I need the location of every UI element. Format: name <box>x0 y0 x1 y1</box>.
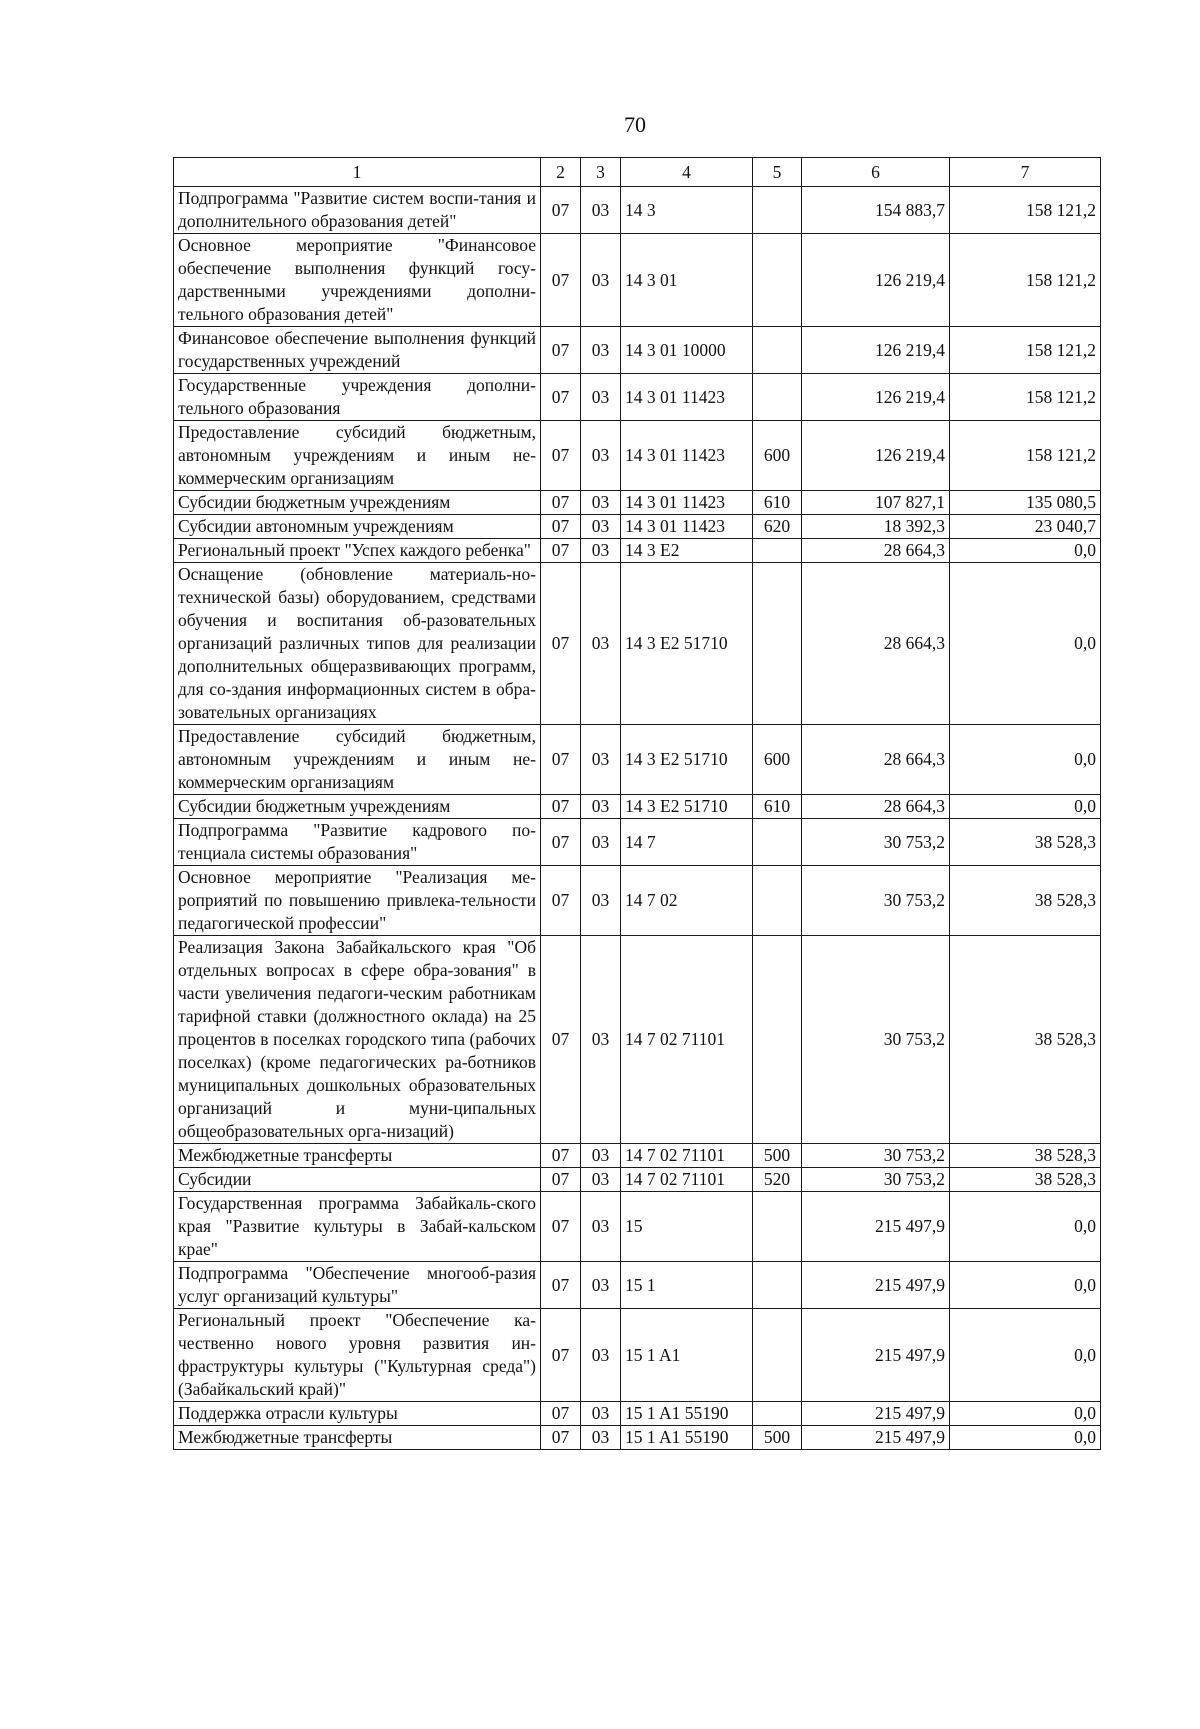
subsection-code: 03 <box>581 725 621 795</box>
expense-type-code <box>753 234 802 327</box>
amount-year-1: 126 219,4 <box>802 421 950 491</box>
amount-year-2: 158 121,2 <box>950 421 1101 491</box>
amount-year-2: 38 528,3 <box>950 1144 1101 1168</box>
table-row <box>174 725 1101 795</box>
expense-type-code: 500 <box>753 1144 802 1168</box>
table-row <box>174 1309 1101 1402</box>
amount-year-2: 158 121,2 <box>950 327 1101 374</box>
section-code: 07 <box>541 421 581 491</box>
target-article-code: 14 7 02 71101 <box>621 936 753 1144</box>
table-row <box>174 374 1101 421</box>
subsection-code: 03 <box>581 1192 621 1262</box>
amount-year-1: 126 219,4 <box>802 374 950 421</box>
table-row <box>174 795 1101 819</box>
section-code: 07 <box>541 866 581 936</box>
target-article-code: 14 3 01 11423 <box>621 374 753 421</box>
target-article-code: 14 3 E2 51710 <box>621 725 753 795</box>
amount-year-2: 0,0 <box>950 539 1101 563</box>
row-name: Государственные учреждения дополни-тельного образования <box>174 374 541 421</box>
row-name: Финансовое обеспечение выполнения функций государственных учреждений <box>174 327 541 374</box>
table-row <box>174 327 1101 374</box>
row-name: Реализация Закона Забайкальского края "Об отдельных вопросах в сфере обра-зования" в части увеличения педагоги-ческим работникам тарифной ставки (должностного оклада) на 25 процентов в поселках городского типа (рабочих поселках) (кроме педагогических ра-ботников муниципальных дошкольных образовательных организаций и муни-ципальных общеобразовательных орга-низаций) <box>174 936 541 1144</box>
subsection-code: 03 <box>581 421 621 491</box>
subsection-code: 03 <box>581 539 621 563</box>
target-article-code: 14 3 01 11423 <box>621 421 753 491</box>
section-code: 07 <box>541 795 581 819</box>
expense-type-code <box>753 1192 802 1262</box>
target-article-code: 14 3 E2 51710 <box>621 563 753 725</box>
section-code: 07 <box>541 725 581 795</box>
amount-year-2: 0,0 <box>950 1309 1101 1402</box>
amount-year-1: 215 497,9 <box>802 1262 950 1309</box>
row-name: Субсидии <box>174 1168 541 1192</box>
amount-year-2: 158 121,2 <box>950 187 1101 234</box>
subsection-code: 03 <box>581 1426 621 1450</box>
expense-type-code: 610 <box>753 491 802 515</box>
subsection-code: 03 <box>581 491 621 515</box>
target-article-code: 14 7 <box>621 819 753 866</box>
expense-type-code <box>753 1262 802 1309</box>
section-code: 07 <box>541 1168 581 1192</box>
row-name: Субсидии бюджетным учреждениям <box>174 795 541 819</box>
amount-year-1: 126 219,4 <box>802 234 950 327</box>
table-row <box>174 491 1101 515</box>
expense-type-code <box>753 374 802 421</box>
column-header: 2 <box>541 158 581 187</box>
row-name: Межбюджетные трансферты <box>174 1144 541 1168</box>
expense-type-code <box>753 563 802 725</box>
subsection-code: 03 <box>581 374 621 421</box>
amount-year-2: 0,0 <box>950 563 1101 725</box>
section-code: 07 <box>541 234 581 327</box>
amount-year-2: 38 528,3 <box>950 866 1101 936</box>
amount-year-2: 23 040,7 <box>950 515 1101 539</box>
amount-year-1: 30 753,2 <box>802 866 950 936</box>
table-row <box>174 1192 1101 1262</box>
target-article-code: 14 7 02 71101 <box>621 1168 753 1192</box>
column-header: 7 <box>950 158 1101 187</box>
row-name: Поддержка отрасли культуры <box>174 1402 541 1426</box>
row-name: Подпрограмма "Обеспечение многооб-разия услуг организаций культуры" <box>174 1262 541 1309</box>
amount-year-1: 215 497,9 <box>802 1192 950 1262</box>
expense-type-code: 520 <box>753 1168 802 1192</box>
section-code: 07 <box>541 819 581 866</box>
row-name: Предоставление субсидий бюджетным, автономным учреждениям и иным не-коммерческим организациям <box>174 421 541 491</box>
expense-type-code: 600 <box>753 421 802 491</box>
table-row <box>174 1402 1101 1426</box>
amount-year-2: 0,0 <box>950 725 1101 795</box>
target-article-code: 15 <box>621 1192 753 1262</box>
amount-year-1: 30 753,2 <box>802 1144 950 1168</box>
subsection-code: 03 <box>581 1309 621 1402</box>
amount-year-2: 0,0 <box>950 1262 1101 1309</box>
amount-year-1: 107 827,1 <box>802 491 950 515</box>
row-name: Межбюджетные трансферты <box>174 1426 541 1450</box>
expense-type-code <box>753 866 802 936</box>
amount-year-1: 215 497,9 <box>802 1426 950 1450</box>
table-body <box>174 187 1101 1450</box>
row-name: Подпрограмма "Развитие систем воспи-тания и дополнительного образования детей" <box>174 187 541 234</box>
expense-type-code: 610 <box>753 795 802 819</box>
section-code: 07 <box>541 936 581 1144</box>
target-article-code: 14 3 E2 51710 <box>621 795 753 819</box>
amount-year-2: 0,0 <box>950 1402 1101 1426</box>
subsection-code: 03 <box>581 936 621 1144</box>
section-code: 07 <box>541 1402 581 1426</box>
section-code: 07 <box>541 1426 581 1450</box>
amount-year-1: 28 664,3 <box>802 725 950 795</box>
expense-type-code <box>753 936 802 1144</box>
amount-year-1: 126 219,4 <box>802 327 950 374</box>
amount-year-2: 38 528,3 <box>950 1168 1101 1192</box>
subsection-code: 03 <box>581 1144 621 1168</box>
section-code: 07 <box>541 563 581 725</box>
expense-type-code <box>753 819 802 866</box>
amount-year-2: 0,0 <box>950 1426 1101 1450</box>
target-article-code: 14 3 <box>621 187 753 234</box>
expense-type-code <box>753 1309 802 1402</box>
amount-year-2: 135 080,5 <box>950 491 1101 515</box>
table-row <box>174 539 1101 563</box>
budget-table <box>173 157 1101 1450</box>
table-row <box>174 936 1101 1144</box>
subsection-code: 03 <box>581 819 621 866</box>
row-name: Субсидии автономным учреждениям <box>174 515 541 539</box>
table-header-row <box>174 158 1101 187</box>
amount-year-1: 28 664,3 <box>802 539 950 563</box>
subsection-code: 03 <box>581 1262 621 1309</box>
target-article-code: 14 3 01 10000 <box>621 327 753 374</box>
column-header: 4 <box>621 158 753 187</box>
target-article-code: 14 7 02 71101 <box>621 1144 753 1168</box>
row-name: Предоставление субсидий бюджетным, автономным учреждениям и иным не-коммерческим организациям <box>174 725 541 795</box>
table-row <box>174 866 1101 936</box>
section-code: 07 <box>541 1144 581 1168</box>
target-article-code: 14 7 02 <box>621 866 753 936</box>
amount-year-1: 30 753,2 <box>802 1168 950 1192</box>
table-row <box>174 1168 1101 1192</box>
section-code: 07 <box>541 374 581 421</box>
amount-year-1: 30 753,2 <box>802 819 950 866</box>
expense-type-code: 600 <box>753 725 802 795</box>
row-name: Подпрограмма "Развитие кадрового по-тенциала системы образования" <box>174 819 541 866</box>
subsection-code: 03 <box>581 1168 621 1192</box>
target-article-code: 15 1 A1 <box>621 1309 753 1402</box>
target-article-code: 15 1 <box>621 1262 753 1309</box>
target-article-code: 15 1 A1 55190 <box>621 1402 753 1426</box>
target-article-code: 14 3 01 11423 <box>621 515 753 539</box>
expense-type-code: 500 <box>753 1426 802 1450</box>
subsection-code: 03 <box>581 795 621 819</box>
amount-year-2: 0,0 <box>950 1192 1101 1262</box>
amount-year-2: 158 121,2 <box>950 374 1101 421</box>
row-name: Основное мероприятие "Финансовое обеспечение выполнения функций госу-дарственными учреждениями дополни-тельного образования детей" <box>174 234 541 327</box>
table-row <box>174 1426 1101 1450</box>
expense-type-code <box>753 327 802 374</box>
section-code: 07 <box>541 1192 581 1262</box>
section-code: 07 <box>541 491 581 515</box>
column-header: 5 <box>753 158 802 187</box>
amount-year-1: 28 664,3 <box>802 563 950 725</box>
table-row <box>174 515 1101 539</box>
column-header: 6 <box>802 158 950 187</box>
subsection-code: 03 <box>581 563 621 725</box>
table-row <box>174 187 1101 234</box>
subsection-code: 03 <box>581 187 621 234</box>
expense-type-code: 620 <box>753 515 802 539</box>
row-name: Субсидии бюджетным учреждениям <box>174 491 541 515</box>
target-article-code: 14 3 01 11423 <box>621 491 753 515</box>
subsection-code: 03 <box>581 234 621 327</box>
expense-type-code <box>753 187 802 234</box>
section-code: 07 <box>541 539 581 563</box>
column-header: 3 <box>581 158 621 187</box>
table-row <box>174 563 1101 725</box>
amount-year-1: 18 392,3 <box>802 515 950 539</box>
amount-year-2: 38 528,3 <box>950 936 1101 1144</box>
subsection-code: 03 <box>581 515 621 539</box>
expense-type-code <box>753 1402 802 1426</box>
amount-year-2: 38 528,3 <box>950 819 1101 866</box>
target-article-code: 14 3 01 <box>621 234 753 327</box>
amount-year-1: 154 883,7 <box>802 187 950 234</box>
subsection-code: 03 <box>581 1402 621 1426</box>
section-code: 07 <box>541 187 581 234</box>
table-row <box>174 819 1101 866</box>
row-name: Государственная программа Забайкаль-ского края "Развитие культуры в Забай-кальском крае" <box>174 1192 541 1262</box>
amount-year-1: 28 664,3 <box>802 795 950 819</box>
section-code: 07 <box>541 515 581 539</box>
row-name: Региональный проект "Обеспечение ка-чественно нового уровня развития ин-фраструктуры культуры ("Культурная среда") (Забайкальский край)" <box>174 1309 541 1402</box>
column-header: 1 <box>174 158 541 187</box>
table-row <box>174 1262 1101 1309</box>
subsection-code: 03 <box>581 866 621 936</box>
row-name: Региональный проект "Успех каждого ребенка" <box>174 539 541 563</box>
row-name: Оснащение (обновление материаль-но-технической базы) оборудованием, средствами обучения и воспитания об-разовательных организаций различных типов для реализации дополнительных общеразвивающих программ, для со-здания информационных систем в обра-зовательных организациях <box>174 563 541 725</box>
amount-year-1: 215 497,9 <box>802 1402 950 1426</box>
expense-type-code <box>753 539 802 563</box>
amount-year-1: 215 497,9 <box>802 1309 950 1402</box>
amount-year-2: 158 121,2 <box>950 234 1101 327</box>
section-code: 07 <box>541 1262 581 1309</box>
amount-year-2: 0,0 <box>950 795 1101 819</box>
page-number: 70 <box>624 112 646 137</box>
table-row <box>174 421 1101 491</box>
table-row <box>174 1144 1101 1168</box>
section-code: 07 <box>541 327 581 374</box>
subsection-code: 03 <box>581 327 621 374</box>
row-name: Основное мероприятие "Реализация ме-роприятий по повышению привлека-тельности педагогической профессии" <box>174 866 541 936</box>
target-article-code: 14 3 E2 <box>621 539 753 563</box>
table-row <box>174 234 1101 327</box>
amount-year-1: 30 753,2 <box>802 936 950 1144</box>
section-code: 07 <box>541 1309 581 1402</box>
target-article-code: 15 1 A1 55190 <box>621 1426 753 1450</box>
